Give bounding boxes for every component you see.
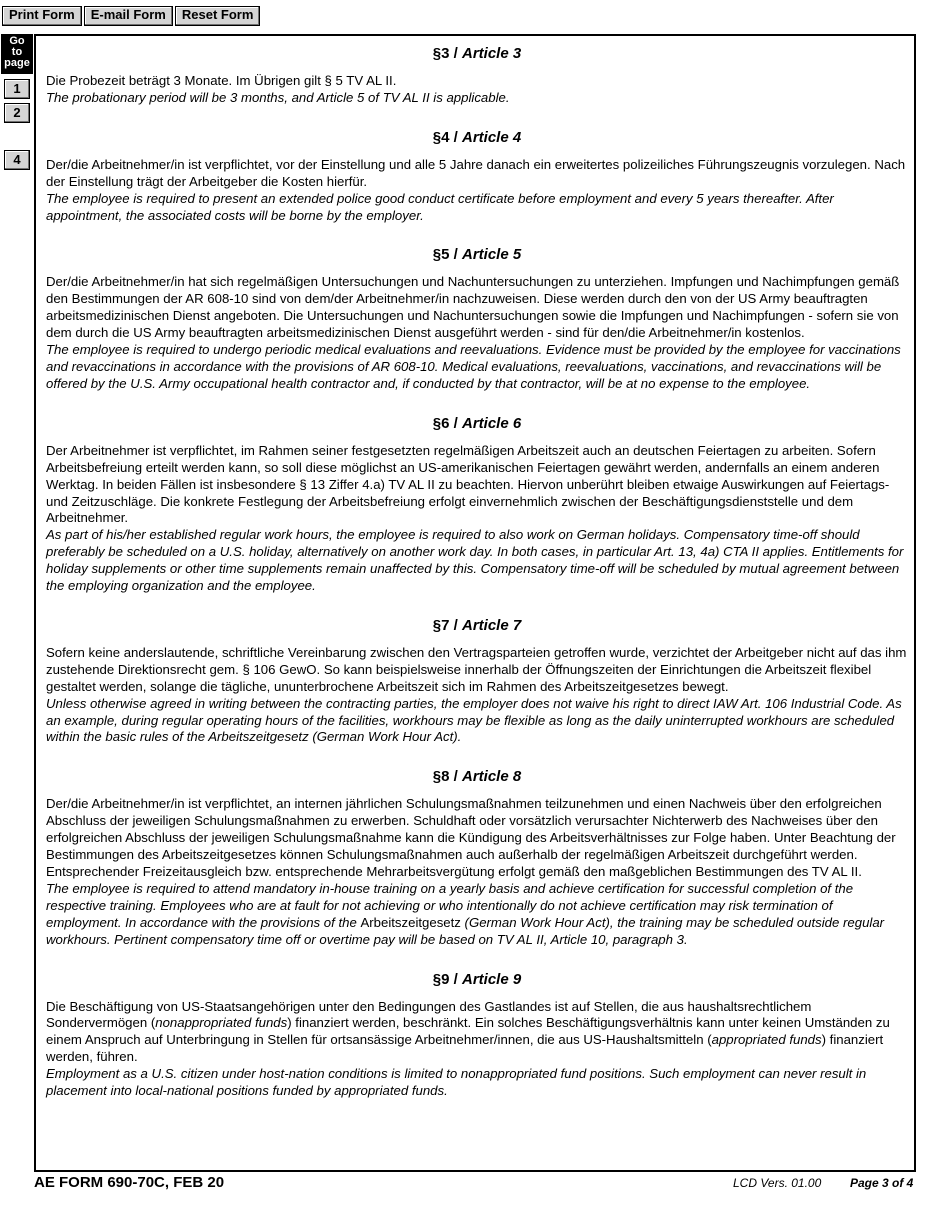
article-text-de: Der/die Arbeitnehmer/in ist verpflichtet, vor der Einstellung und alle 5 Jahre danach ein erweitertes polizeiliches Führungszeugnis vorzulegen. Nach der Einstellung trägt der Arbeitgeber die Kosten hierfür. <box>46 156 906 189</box>
goto-page-2-button[interactable]: 2 <box>4 103 30 123</box>
form-content <box>46 44 908 1100</box>
article-7 <box>46 616 908 746</box>
article-heading: §9 / Article 9 <box>432 970 522 988</box>
article-text-en: The employee is required to attend mandatory in-house training on a yearly basis and achieve certification for successful completion of the respective training. Employees who are at fault for not achieving or who intentionally do not achieve certification may risk termination of employment. In accordance with the provisions of the Arbeitszeitgesetz (German Work Hour Act), the training may be scheduled outside regular workhours. Pertinent compensatory time off or overtime pay will be based on TV AL II, Article 10, paragraph 3. <box>46 880 885 947</box>
print-form-button[interactable]: Print Form <box>2 6 82 26</box>
article-text-en: The probationary period will be 3 months, and Article 5 of TV AL II is applicable. <box>46 89 510 105</box>
article-heading: §5 / Article 5 <box>432 246 522 264</box>
article-text-en: As part of his/her established regular work hours, the employee is required to also work on German holidays. Compensatory time-off should preferably be scheduled on a U.S. holiday, alternatively on another work day. In both cases, in particular Art. 13, 4a) CTA II applies. Entitlements for holiday supplements or other time supplements remain unaffected by this. Compensatory time-off will be scheduled by mutual agreement between the employing organization and the employee. <box>46 527 904 594</box>
article-heading: §6 / Article 6 <box>432 414 522 432</box>
form-identifier: AE FORM 690-70C, FEB 20 <box>34 1174 225 1191</box>
article-heading: §8 / Article 8 <box>432 768 522 786</box>
article-4 <box>46 128 908 225</box>
form-toolbar <box>2 6 260 26</box>
article-heading: §7 / Article 7 <box>432 616 522 634</box>
article-8 <box>46 767 908 948</box>
go-to-page-label: Go to page <box>1 34 33 74</box>
article-text-en: Employment as a U.S. citizen under host-nation conditions is limited to nonappropriated fund positions. Such employment can never result in placement into local-national positions funded by appropriated funds. <box>46 1066 867 1099</box>
reset-form-button[interactable]: Reset Form <box>175 6 261 26</box>
article-text-en: Unless otherwise agreed in writing between the contracting parties, the employer does not waive his right to direct IAW Art. 106 Industrial Code. As an example, during regular operating hours of the facilities, workhours may be flexible as long as the daily uninterrupted workhours are scheduled within the basic rules of the Arbeitszeitgesetz (German Work Hour Act). <box>46 695 902 745</box>
email-form-button[interactable]: E-mail Form <box>84 6 173 26</box>
article-6 <box>46 414 908 595</box>
article-text-en: The employee is required to undergo periodic medical evaluations and reevaluations. Evidence must be provided by the employee for vaccinations and revaccinations in accordance with the provisions of AR 608-10. Medical evaluations, reevaluations, vaccinations, and revaccinations will be offered by the U.S. Army occupational health contractor and, if conducted by that contractor, will be at no expense to the employee. <box>46 342 901 391</box>
article-heading: §3 / Article 3 <box>432 45 522 62</box>
article-text-de: Sofern keine anderslautende, schriftliche Vereinbarung zwischen den Vertragsparteien getroffen wurde, verzichtet der Arbeitgeber nicht auf das ihm zustehende Direktionsrecht gem. § 106 GewO. So kann beispielsweise innerhalb der Öffnungszeiten der Einrichtungen die Arbeitszeit flexibel gestaltet werden, solange die tägliche, ununterbrochene Arbeitszeit sich im Rahmen des Arbeitszeitgesetzes bewegt. <box>46 644 907 694</box>
article-text-de: Die Probezeit beträgt 3 Monate. Im Übrigen gilt § 5 TV AL II. <box>46 73 397 88</box>
goto-page-4-button[interactable]: 4 <box>4 150 30 170</box>
form-version: LCD Vers. 01.00 <box>733 1176 822 1190</box>
article-text-de: Die Beschäftigung von US-Staatsangehörigen unter den Bedingungen des Gastlandes ist auf Stellen, die aus haushaltsrechtlichem Sondervermögen (nonappropriated funds) finanziert werden, beschränkt. Ein solches Beschäftigungsverhältnis kann unter keinen Umständen zu einem Anspruch auf Unterbringung in Stellen für ortsansässige Arbeitnehmer/innen, die aus US-Haushaltsmitteln (appropriated funds) finanziert werden, führen. <box>46 998 890 1065</box>
article-text-de: Der Arbeitnehmer ist verpflichtet, im Rahmen seiner festgesetzten regelmäßigen Arbeitszeit auch an deutschen Feiertagen zu arbeiten. Sofern Arbeitsbefreiung erteilt werden kann, so soll diese möglichst an US-amerikanischen Feiertagen gewährt werden, andernfalls an einem anderen Werktag. In beiden Fällen ist insbesondere § 13 Ziffer 4.a) TV AL II zu beachten. Hiervon unberührt bleiben etwaige Auswirkungen auf Feiertags- und Zeitzuschläge. Die konkrete Festlegung der Arbeitsbefreiung erfolgt einvernehmlich zwischen der Beschäftigungsdienststelle und dem Arbeitnehmer. <box>46 442 890 526</box>
article-5 <box>46 245 908 392</box>
article-text-de: Der/die Arbeitnehmer/in ist verpflichtet, an internen jährlichen Schulungsmaßnahmen teilzunehmen und einen Nachweis über den erfolgreichen Abschluss der jeweiligen Schulungsmaßnahmen zu erwerben. Schuldhaft oder vorsätzlich verursachter Nichterwerb des Nachweises über den erfolgreichen Abschluss der jeweiligen Schulungsmaßnahme kann die Kündigung des Arbeitsverhältnisses zur Folge haben. Unter Beachtung der Bestimmungen des Arbeitszeitgesetzes können Schulungsmaßnahmen auch außerhalb der regelmäßigen Arbeitszeit durchgeführt werden. Entsprechender Freizeitausgleich bzw. entsprechende Mehrarbeitsvergütung erfolgt gemäß den maßgeblichen Bestimmungen des TV AL II. <box>46 796 896 879</box>
page-indicator: Page 3 of 4 <box>850 1176 914 1190</box>
article-3 <box>46 44 908 107</box>
article-heading: §4 / Article 4 <box>432 128 522 146</box>
article-text-de: Der/die Arbeitnehmer/in hat sich regelmäßigen Untersuchungen und Nachuntersuchungen zu unterziehen. Impfungen und Nachimpfungen gemäß den Bestimmungen der AR 608-10 sind von dem/der Arbeitnehmer/in nachzuweisen. Diese werden durch den von der US Army beauftragten arbeitsmedizinischen Dienst angeboten. Die Untersuchungen und Nachuntersuchungen sowie die Impfungen und Nachimpfungen - sofern sie von dem durch die US Army beauftragten arbeitsmedizinischen Dienst ausgeführt werden - sind für den/die Arbeitnehmer/in kostenlos. <box>46 274 900 341</box>
article-9 <box>46 970 908 1100</box>
goto-page-1-button[interactable]: 1 <box>4 79 30 99</box>
article-text-en: The employee is required to present an extended police good conduct certificate before employment and every 5 years thereafter. After appointment, the associated costs will be borne by the employer. <box>46 190 834 223</box>
